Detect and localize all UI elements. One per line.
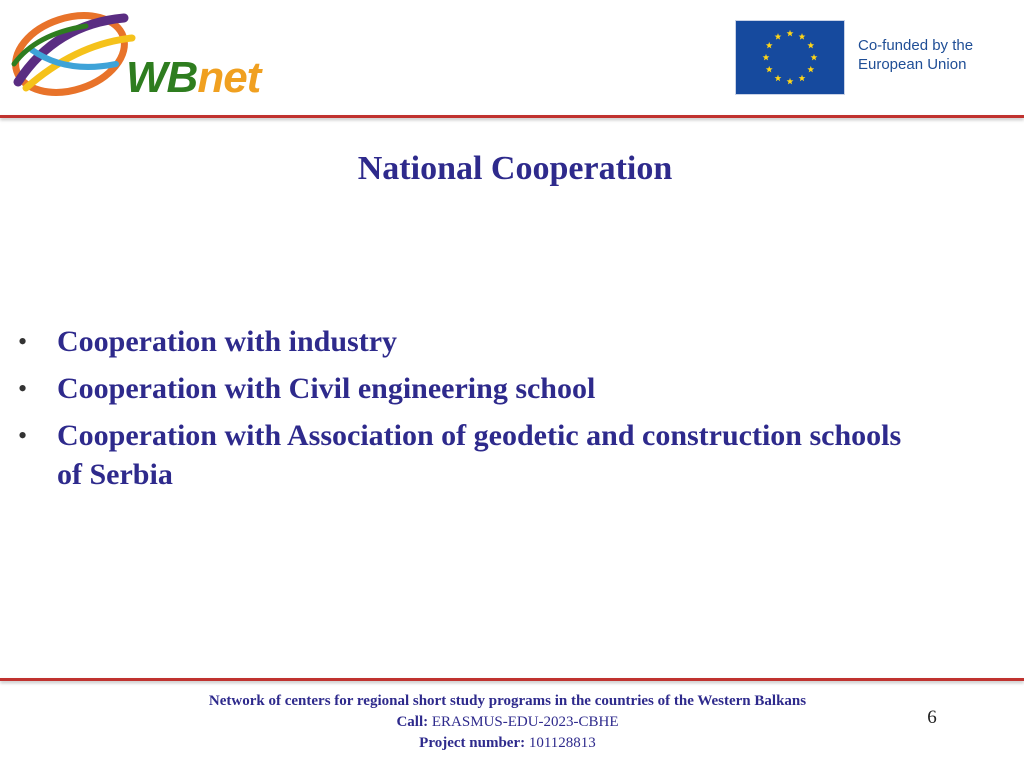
eu-star-icon — [775, 33, 782, 40]
footer-project-value: 101128813 — [528, 735, 596, 751]
eu-star-icon — [799, 33, 806, 40]
eu-star-icon — [787, 30, 794, 37]
wbnet-logo — [6, 4, 276, 100]
logo-wb: WB — [126, 53, 198, 102]
eu-flag-icon — [736, 21, 844, 94]
eu-star-icon — [766, 42, 773, 49]
slide-title: National Cooperation — [357, 150, 673, 187]
eu-star-icon — [763, 54, 770, 61]
footer-call-label: Call: — [396, 714, 429, 730]
footer — [120, 691, 895, 754]
eu-star-icon — [799, 75, 806, 82]
bullet-text: Cooperation with Association of geodetic and construction schools of Serbia — [57, 419, 902, 491]
bullet-icon: • — [18, 374, 28, 403]
footer-project-line — [120, 733, 895, 754]
bullet-item-civil-school — [18, 369, 918, 408]
footer-divider — [0, 678, 1024, 681]
footer-network-line: Network of centers for regional short study programs in the countries of the Western Balkans — [208, 693, 807, 709]
eu-star-icon — [775, 75, 782, 82]
page-number: 6 — [927, 707, 937, 728]
eu-cofunded-label — [858, 36, 1018, 74]
footer-call-value: ERASMUS-EDU-2023-CBHE — [431, 714, 619, 730]
bullet-item-association — [18, 416, 918, 494]
footer-project-label: Project number: — [419, 735, 526, 751]
eu-label-line2: European Union — [858, 56, 967, 73]
eu-star-icon — [807, 42, 814, 49]
bullet-item-industry — [18, 322, 918, 361]
eu-star-icon — [811, 54, 818, 61]
logo-net: net — [197, 53, 261, 102]
eu-star-icon — [766, 66, 773, 73]
eu-star-icon — [807, 66, 814, 73]
header-divider — [0, 115, 1024, 118]
footer-call-line — [120, 712, 895, 733]
logo-wordmark — [126, 53, 261, 102]
eu-flag — [735, 20, 845, 95]
bullet-icon: • — [18, 327, 28, 356]
bullet-list — [18, 322, 918, 502]
bullet-text: Cooperation with industry — [57, 325, 398, 358]
eu-label-line1: Co-funded by the — [858, 37, 974, 54]
eu-star-icon — [787, 78, 794, 85]
bullet-icon: • — [18, 421, 28, 450]
bullet-text: Cooperation with Civil engineering school — [57, 372, 596, 405]
